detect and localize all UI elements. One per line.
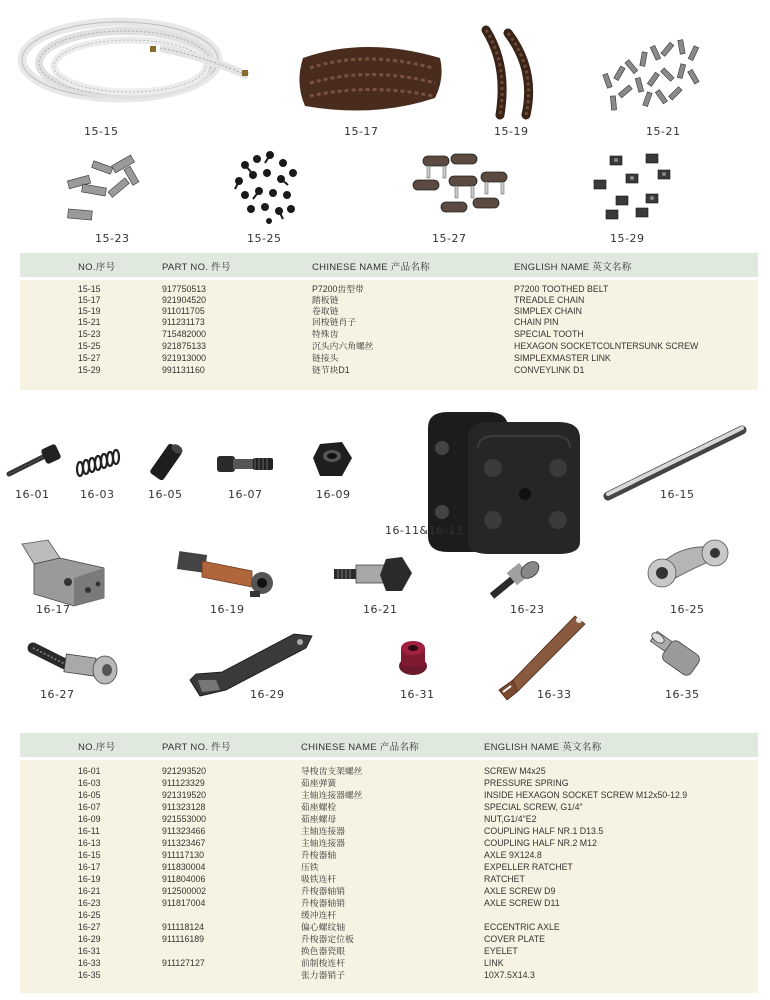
img-15-29 bbox=[588, 150, 680, 225]
table-row: 15-17 921904520 踏板链 TREADLE CHAIN bbox=[78, 295, 585, 305]
caption-15-17: 15-17 bbox=[344, 125, 379, 138]
img-16-05 bbox=[140, 440, 190, 485]
img-16-21 bbox=[330, 555, 415, 597]
table-row: 16-35 张力器销子 10X7.5X14.3 bbox=[78, 970, 535, 980]
table2-header bbox=[20, 733, 758, 757]
table-row: 15-21 911231173 回梭链肖子 CHAIN PIN bbox=[78, 317, 559, 327]
table-row: 16-31 换色器瓷眼 EYELET bbox=[78, 946, 518, 956]
img-16-19 bbox=[172, 545, 277, 600]
caption-16-23: 16-23 bbox=[510, 603, 545, 616]
table-row: 15-27 921913000 链接头 SIMPLEXMASTER LINK bbox=[78, 353, 611, 363]
th-cn: CHINESE NAME 产品名称 bbox=[301, 742, 420, 753]
caption-15-19: 15-19 bbox=[494, 125, 529, 138]
table-row: 16-15 911117130 升梭器轴 AXLE 9X124.8 bbox=[78, 850, 542, 860]
caption-16-25: 16-25 bbox=[670, 603, 705, 616]
img-15-17 bbox=[295, 38, 445, 120]
table-row: 16-07 911323128 茹座螺栓 SPECIAL SCREW, G1/4" bbox=[78, 802, 583, 812]
img-15-23 bbox=[62, 150, 144, 225]
table-row: 15-25 921875133 沉头内六角螺丝 HEXAGON SOCKETCOLNTERSUNK SCREW bbox=[78, 341, 699, 351]
table-row: 16-11 911323466 主轴连接器 COUPLING HALF NR.1 D13.5 bbox=[78, 826, 604, 836]
table-row: 16-17 911830004 压铁 EXPELLER RATCHET bbox=[78, 862, 573, 872]
caption-16-19: 16-19 bbox=[210, 603, 245, 616]
caption-16-01: 16-01 bbox=[15, 488, 50, 501]
th-en: ENGLISH NAME 英文名称 bbox=[514, 262, 632, 273]
caption-16-27: 16-27 bbox=[40, 688, 75, 701]
caption-16-05: 16-05 bbox=[148, 488, 183, 501]
caption-16-15: 16-15 bbox=[660, 488, 695, 501]
table-row: 16-13 911323467 主轴连接器 COUPLING HALF NR.2 M12 bbox=[78, 838, 597, 848]
table-row: 16-01 921293520 导梭齿支架螺丝 SCREW M4x25 bbox=[78, 766, 546, 776]
img-16-09 bbox=[310, 438, 355, 480]
th-no: NO.序号 bbox=[78, 742, 116, 753]
caption-16-33: 16-33 bbox=[537, 688, 572, 701]
img-16-03 bbox=[72, 445, 127, 480]
caption-16-31: 16-31 bbox=[400, 688, 435, 701]
img-16-07 bbox=[213, 448, 278, 480]
caption-15-25: 15-25 bbox=[247, 232, 282, 245]
th-part: PART NO. 件号 bbox=[162, 262, 231, 273]
img-15-27 bbox=[405, 150, 515, 228]
img-15-21 bbox=[595, 32, 707, 114]
table-row: 16-03 911123329 茹座弹簧 PRESSURE SPRING bbox=[78, 778, 569, 788]
caption-15-15: 15-15 bbox=[84, 125, 119, 138]
img-16-17 bbox=[18, 538, 108, 610]
caption-16-11: 16-11&16-13 bbox=[385, 524, 464, 537]
caption-16-03: 16-03 bbox=[80, 488, 115, 501]
caption-16-07: 16-07 bbox=[228, 488, 263, 501]
table-row: 15-19 911011705 卷取链 SIMPLEX CHAIN bbox=[78, 306, 582, 316]
table-row: 15-15 917750513 P7200齿型带 P7200 TOOTHED BELT bbox=[78, 284, 609, 294]
table-row: 15-23 715482000 特殊齿 SPECIAL TOOTH bbox=[78, 329, 584, 339]
caption-15-29: 15-29 bbox=[610, 232, 645, 245]
table-row: 16-19 911804006 吸铁连杆 RATCHET bbox=[78, 874, 525, 884]
caption-15-21: 15-21 bbox=[646, 125, 681, 138]
th-part: PART NO. 件号 bbox=[162, 742, 231, 753]
caption-16-29: 16-29 bbox=[250, 688, 285, 701]
caption-16-09: 16-09 bbox=[316, 488, 351, 501]
caption-16-21: 16-21 bbox=[363, 603, 398, 616]
img-16-25 bbox=[640, 535, 735, 595]
table-row: 16-29 911116189 升梭器定位板 COVER PLATE bbox=[78, 934, 545, 944]
table1-header bbox=[20, 253, 758, 277]
img-16-31 bbox=[392, 636, 434, 678]
table1-body bbox=[20, 280, 758, 390]
img-15-19 bbox=[478, 25, 548, 120]
caption-15-27: 15-27 bbox=[432, 232, 467, 245]
th-no: NO.序号 bbox=[78, 262, 116, 273]
img-16-35 bbox=[644, 628, 704, 680]
table-row: 16-25 缓冲连杆 bbox=[78, 910, 337, 920]
th-en: ENGLISH NAME 英文名称 bbox=[484, 742, 602, 753]
table2-body bbox=[20, 760, 758, 993]
img-15-15 bbox=[10, 8, 255, 118]
table-row: 16-27 911118124 偏心螺纹轴 ECCENTRIC AXLE bbox=[78, 922, 560, 932]
img-15-25 bbox=[225, 145, 305, 227]
caption-16-17: 16-17 bbox=[36, 603, 71, 616]
img-16-27 bbox=[25, 638, 120, 688]
img-16-23 bbox=[486, 556, 548, 602]
table-row: 16-21 912500002 升梭器轴销 AXLE SCREW D9 bbox=[78, 886, 556, 896]
caption-15-23: 15-23 bbox=[95, 232, 130, 245]
table-row: 16-33 911127127 前制梭连杆 LINK bbox=[78, 958, 504, 968]
table-row: 15-29 991131160 链节块D1 CONVEYLINK D1 bbox=[78, 365, 585, 375]
table-row: 16-23 911817004 升梭器轴销 AXLE SCREW D11 bbox=[78, 898, 560, 908]
table-row: 16-05 921319520 主轴连接器螺丝 INSIDE HEXAGON SOCKET SCREW M12x50-12.9 bbox=[78, 790, 688, 800]
img-16-01 bbox=[5, 440, 67, 480]
table-row: 16-09 921553000 茹座螺母 NUT,G1/4"E2 bbox=[78, 814, 537, 824]
caption-16-35: 16-35 bbox=[665, 688, 700, 701]
th-cn: CHINESE NAME 产品名称 bbox=[312, 262, 431, 273]
